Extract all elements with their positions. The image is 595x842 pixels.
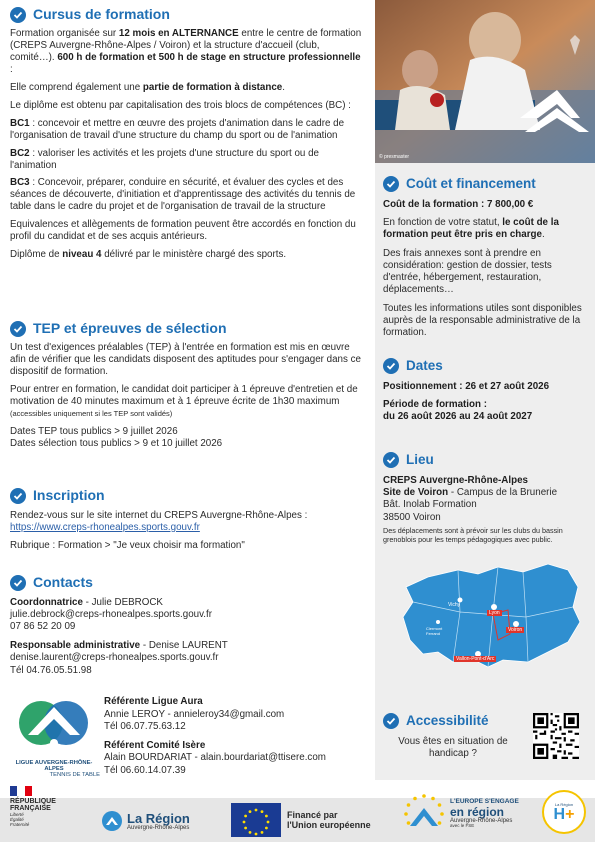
h-plus-region-text: La Région [554, 801, 574, 807]
lieu-line4: 38500 Voiron [383, 511, 441, 523]
cursus-bc2: BC2 : valoriser les activités et les projets d'une structure du sport ou de l'animation [10, 147, 319, 171]
cursus-bc1: BC1 : concevoir et mettre en œuvre des projets d'animation dans le cadre de l'organisation de travail d'une structure du champ du sport ou de l'animation [10, 117, 345, 141]
inscription-p1: Rendez-vous sur le site internet du CREPS Auvergne-Rhône-Alpes : [10, 509, 308, 521]
cursus-bc3: BC3 : Concevoir, préparer, conduire en sécurité, et évaluer des cycles et des séances de découverte, d'initiation et d'apprentissage des activités du tennis de table dans le cadre du projet et de l'organisation de travail de la structure [10, 177, 356, 213]
inscription-p2: Rubrique : Formation > "Je veux choisir ma formation" [10, 539, 245, 551]
europe-text1: L'EUROPE S'ENGAGE [450, 797, 519, 805]
eu-flag-icon [231, 803, 281, 837]
europe-text4: avec le FSE [450, 823, 475, 829]
rf-line4: Égalité [10, 816, 24, 822]
referent-comite-role: Référent Comité Isère [104, 739, 206, 751]
contact-coordonnatrice: Coordonnatrice - Julie DEBROCK [10, 596, 163, 608]
inscription-title: Inscription [33, 487, 105, 503]
rf-line3: Liberté [10, 811, 24, 817]
cursus-p3: Le diplôme est obtenu par capitalisation des trois blocs de compétences (BC) : [10, 99, 351, 111]
dates-title: Dates [406, 358, 443, 373]
check-icon [10, 321, 26, 337]
inscription-heading [10, 487, 362, 505]
check-icon [383, 358, 399, 374]
lieu-line3: Bât. Inolab Formation [383, 499, 477, 511]
contact-responsable: Responsable administrative - Denise LAURENT [10, 640, 228, 652]
table-tennis-photo [375, 0, 595, 163]
la-region-sub: Auvergne-Rhône-Alpes [127, 824, 190, 831]
handicap-plus-badge [542, 790, 586, 834]
cout-cost-line: Coût de la formation : 7 800,00 € [383, 198, 534, 210]
contact-responsable-tel: Tél 04.76.05.51.98 [10, 664, 92, 676]
tep-heading [10, 320, 362, 337]
cout-title: Coût et financement [406, 176, 536, 191]
tep-section [10, 320, 362, 450]
lieu-line1: CREPS Auvergne-Rhône-Alpes [383, 474, 528, 486]
lieu-heading [383, 452, 588, 469]
cout-p1: En fonction de votre statut, le coût de la formation peut être pris en charge. [383, 217, 559, 241]
europe-text2: en région [450, 804, 505, 819]
contacts-title: Contacts [33, 574, 93, 590]
photo-credit: © presmaster [379, 154, 410, 160]
referent-comite-name[interactable]: Alain BOURDARIAT - alain.bourdariat@ttisere.com [104, 752, 326, 764]
lieu-note: Des déplacements sont à prévoir sur les clubs du bassin grenoblois pour les temps pédagogiques avec public. [383, 525, 563, 545]
europe-text3: Auvergne-Rhône-Alpes [450, 818, 513, 825]
tep-p1: Un test d'exigences préalables (TEP) à l'entrée en formation est mis en œuvre afin de vérifier que les candidats disposent des aptitudes pour s'engager dans ce dispositif de formation. [10, 342, 361, 377]
dates-positionnement: Positionnement : 26 et 27 août 2026 [383, 380, 550, 392]
eu-text2: l'Union européenne [287, 820, 371, 830]
cout-section [383, 176, 588, 345]
tep-title: TEP et épreuves de sélection [33, 320, 227, 336]
check-icon [10, 7, 26, 23]
referente-ligue-role: Référente Ligue Aura [104, 696, 203, 707]
check-icon [383, 176, 399, 192]
ligue-logo-text-2: TENNIS DE TABLE [49, 772, 100, 778]
map-label-lyon: Lyon [489, 610, 500, 616]
tep-date2: Dates sélection tous publics > 9 et 10 juillet 2026 [10, 437, 223, 449]
cursus-heading [10, 6, 362, 23]
europe-sengage-logo [402, 792, 519, 836]
map-label-clermont: Clermont Ferrand [426, 626, 443, 636]
referente-ligue-tel: Tél 06.07.75.63.12 [104, 721, 186, 733]
check-icon [383, 452, 399, 468]
lieu-title: Lieu [406, 452, 434, 467]
footer-logos [0, 780, 595, 842]
map-label-voiron: Voiron [508, 627, 523, 633]
la-region-logo [102, 811, 190, 831]
contacts-section [10, 574, 362, 677]
lieu-line2: Site de Voiron - Campus de la Brunerie [383, 487, 558, 499]
accessibilite-title: Accessibilité [406, 713, 489, 728]
region-map [398, 562, 583, 672]
check-icon [10, 575, 26, 591]
eu-text1: Financé par [287, 810, 338, 820]
contact-responsable-email[interactable]: denise.laurent@creps-rhonealpes.sports.gouv.fr [10, 652, 219, 664]
ligue-aura-logo [8, 695, 100, 778]
map-label-vichy: Vichy [448, 602, 461, 608]
cout-p2: Des frais annexes sont à prendre en considération: gestion de dossier, tests d'entrée, hébergement, restauration, déplacements… [383, 247, 552, 296]
check-icon [383, 713, 399, 729]
lieu-section [383, 452, 588, 545]
eu-logo [231, 803, 371, 837]
dates-periode-label: Période de formation : [383, 399, 487, 411]
cursus-p1: Formation organisée sur 12 mois en ALTERNANCE entre le centre de formation (CREPS Auvergne-Rhône-Alpes / Voiron) et la structure d'accueil (club, comité…). 600 h de formation et 500 h de stage en structure professionnelle : [10, 28, 362, 75]
dates-periode-value: du 26 août 2026 au 24 août 2027 [383, 411, 533, 423]
la-region-text: La Région [127, 810, 190, 826]
dates-heading [383, 358, 588, 375]
rf-line2: FRANÇAISE [10, 805, 51, 812]
republique-francaise-logo [10, 786, 72, 828]
map-label-vallon: Vallon-Pont-d'Arc [456, 656, 495, 662]
ligue-logo-text: LIGUE AUVERGNE-RHÔNE-ALPES [15, 760, 93, 772]
referents-block [104, 696, 364, 777]
h-plus-icon: H+ [553, 805, 575, 823]
cout-heading [383, 176, 588, 193]
check-icon [10, 488, 26, 504]
contact-coordonnatrice-tel: 07 86 52 20 09 [10, 620, 76, 632]
europe-sengage-icon [402, 792, 446, 836]
cout-p3: Toutes les informations utiles sont disponibles auprès de la responsable administrative de la formation. [383, 302, 582, 338]
qr-code[interactable] [533, 713, 579, 759]
inscription-section [10, 487, 362, 552]
contacts-heading [10, 574, 362, 592]
contact-coordonnatrice-email[interactable]: julie.debrock@creps-rhonealpes.sports.gouv.fr [10, 608, 212, 620]
accessibilite-text: Vous êtes en situation de handicap ? [398, 735, 508, 760]
rf-line5: Fraternité [10, 821, 30, 827]
la-region-icon [102, 811, 122, 831]
referente-ligue-name[interactable]: Annie LEROY - annieleroy34@gmail.com [104, 708, 285, 720]
dates-section [383, 358, 588, 424]
accessibilite-section [383, 713, 523, 760]
cursus-title: Cursus de formation [33, 6, 170, 22]
tep-p2: Pour entrer en formation, le candidat doit participer à 1 épreuve d'entretien et de motivation de 40 minutes maximum et à 1 épreuve écrite de 1h30 maximum (accessibles uniquement si les TEP sont validés) [10, 383, 358, 418]
cursus-p4: Equivalences et allègements de formation peuvent être accordés en fonction du profil du candidat et de ses acquis antérieurs. [10, 219, 356, 243]
referent-comite-tel: Tél 06.60.14.07.39 [104, 764, 186, 776]
accessibilite-heading [383, 713, 523, 730]
cursus-p2: Elle comprend également une partie de formation à distance. [10, 81, 285, 93]
cursus-section [10, 6, 362, 267]
tep-date1: Dates TEP tous publics > 9 juillet 2026 [10, 425, 178, 437]
creps-website-link[interactable]: https://www.creps-rhonealpes.sports.gouv.fr [10, 521, 200, 533]
cursus-p5: Diplôme de niveau 4 délivré par le ministère chargé des sports. [10, 249, 287, 261]
rf-line1: RÉPUBLIQUE [10, 798, 56, 805]
